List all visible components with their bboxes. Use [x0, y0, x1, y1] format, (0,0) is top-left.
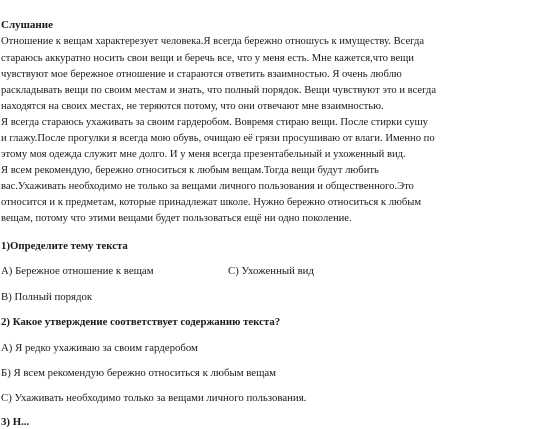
question-2-option-a: А) Я редко ухаживаю за своим гардеробом: [1, 342, 198, 354]
question-2-option-b: Б) Я всем рекомендую бережно относиться к любым вещам: [1, 367, 277, 379]
paragraph-1-line-4: раскладывать вещи по своим местам и знать, что полный порядок. Вещи чувствуют это и всегда: [1, 85, 437, 96]
paragraph-1-line-5: находятся на своих местах, не теряются потому, что они отвечают мне взаимностью.: [1, 101, 384, 112]
paragraph-3-line-2: вас.Ухаживать необходимо не только за вещами личного пользования и общественного.Это: [1, 181, 414, 192]
question-1: 1)Определите тему текста: [1, 240, 128, 252]
question-2: 2) Какое утверждение соответствует содержанию текста?: [1, 316, 281, 328]
paragraph-3-line-4: вещам, потому что этими вещами будет пользоваться ещё ни одно поколение.: [1, 213, 352, 224]
document-title: Слушание: [1, 19, 53, 31]
paragraph-3-line-3: относится и к предметам, которые принадлежат школе. Нужно бережно относиться к любым: [1, 197, 422, 208]
paragraph-1-line-3: чувствуют мое бережное отношение и стараются ответить взаимностью. Я очень люблю: [1, 69, 402, 80]
question-1-option-b: В) Полный порядок: [1, 291, 93, 303]
paragraph-2-line-2: и глажу.После прогулки я всегда мою обувь, очищаю её грязи просушиваю от влаги. Именно по: [1, 133, 435, 144]
paragraph-2-line-1: Я всегда стараюсь ухаживать за своим гардеробом. Вовремя стираю вещи. После стирки сушу: [1, 117, 428, 128]
question-1-option-c: С) Ухоженный вид: [228, 265, 314, 277]
paragraph-2-line-3: этому моя одежда служит мне долго. И у меня всегда презентабельный и ухоженный вид.: [1, 149, 406, 160]
question-2-option-c: С) Ухаживать необходимо только за вещами личного пользования.: [1, 392, 307, 404]
question-3-partial: 3) Н...: [1, 416, 30, 428]
paragraph-3-line-1: Я всем рекомендую, бережно относиться к любым вещам.Тогда вещи будут любить: [1, 165, 379, 176]
paragraph-1-line-2: стараюсь аккуратно носить свои вещи и беречь все, что у меня есть. Мне кажется,что вещи: [1, 53, 414, 64]
question-1-option-a: А) Бережное отношение к вещам: [1, 265, 154, 277]
paragraph-1-line-1: Отношение к вещам характерезует человека.Я всегда бережно отношусь к имуществу. Всегда: [1, 36, 425, 47]
